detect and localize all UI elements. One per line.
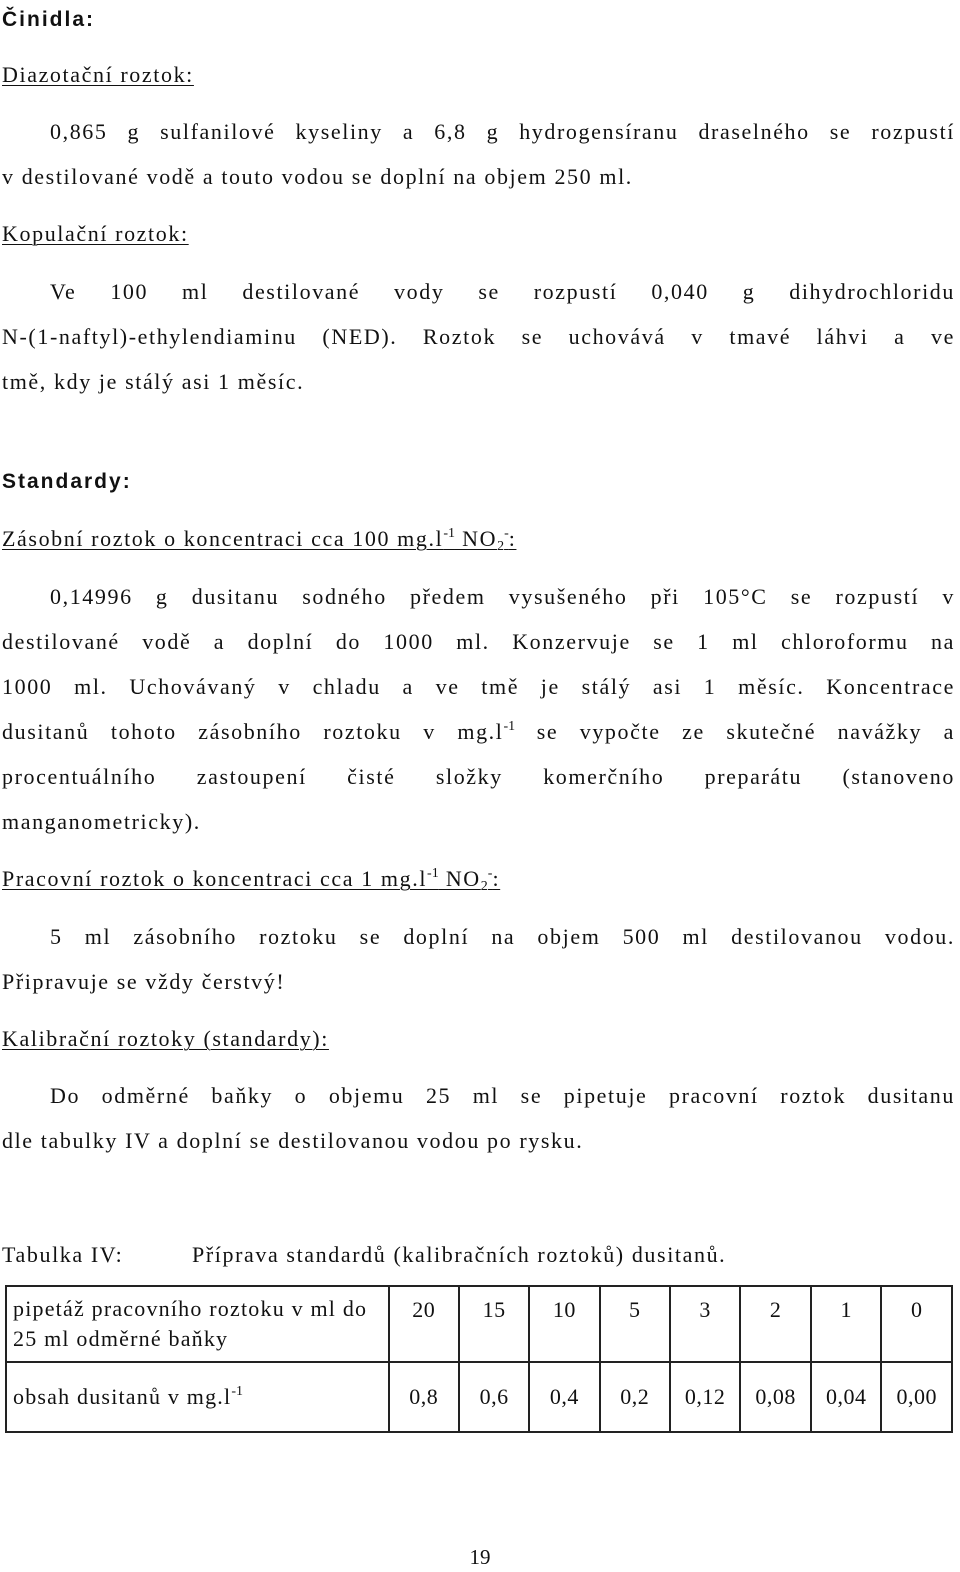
stock-line-1: 0,14996 g dusitanu sodného předem vysušeného při 105°C se rozpustí v — [50, 584, 955, 609]
stock-line-4: dusitanů tohoto zásobního roztoku v $mg.l^{-1}$ se vypočte ze skutečné navážky a — [2, 719, 956, 744]
stock-line-3: 1000 ml. Uchovávaný v chladu a ve tmě je stálý asi 1 měsíc. Koncentrace — [2, 674, 955, 699]
standards-table — [5, 1285, 953, 1433]
row2-cell: 0,00 — [881, 1362, 952, 1432]
row2-cell: 0,08 — [740, 1362, 811, 1432]
row1-label: pipetáž pracovního roztoku v ml do 25 ml odměrné baňky — [6, 1286, 389, 1362]
working-line-2: Připravuje se vždy čerstvý! — [2, 969, 286, 994]
row2-cell: 0,6 — [459, 1362, 529, 1432]
kopul-line-2: N-(1-naftyl)-ethylendiaminu (NED). Roztok se uchovává v tmavé láhvi a ve — [2, 324, 955, 349]
row1-cell: 2 — [740, 1286, 811, 1362]
table-row — [6, 1362, 952, 1432]
row2-cell: 0,12 — [670, 1362, 741, 1432]
reagents-heading: Činidla: — [2, 8, 95, 31]
kopul-line-1: Ve 100 ml destilované vody se rozpustí 0,040 g dihydrochloridu — [50, 279, 955, 304]
stock-line-2: destilované vodě a doplní do 1000 ml. Konzervuje se 1 ml chloroformu na — [2, 629, 955, 654]
diazo-line-2: v destilované vodě a touto vodou se doplní na objem 250 ml. — [2, 164, 633, 189]
row1-cell: 20 — [389, 1286, 459, 1362]
row2-cell: 0,8 — [389, 1362, 459, 1432]
stock-heading: Zásobní roztok o koncentraci cca 100 $mg.l^{-1}$ $NO_2^-$: — [2, 526, 517, 554]
stock-line-6: manganometricky). — [2, 809, 201, 834]
calib-line-1: Do odměrné baňky o objemu 25 ml se pipetuje pracovní roztok dusitanu — [50, 1083, 955, 1108]
table-label: Tabulka IV: — [2, 1242, 124, 1267]
page-number: 19 — [469, 1545, 491, 1569]
table-row — [6, 1286, 952, 1362]
diazo-line-1: 0,865 g sulfanilové kyseliny a 6,8 g hydrogensíranu draselného se rozpustí — [50, 119, 955, 144]
kopul-line-3: tmě, kdy je stálý asi 1 měsíc. — [2, 369, 305, 394]
table-caption: Příprava standardů (kalibračních roztoků) dusitanů. — [192, 1242, 727, 1267]
calib-heading: Kalibrační roztoky (standardy): — [2, 1026, 329, 1051]
row1-cell: 10 — [529, 1286, 599, 1362]
row2-label: obsah dusitanů v $mg.l^{-1}$ — [6, 1362, 389, 1432]
diazo-heading: Diazotační roztok: — [2, 62, 194, 87]
calib-line-2: dle tabulky IV a doplní se destilovanou vodou po rysku. — [2, 1128, 584, 1153]
row2-cell: 0,2 — [600, 1362, 670, 1432]
row1-cell: 15 — [459, 1286, 529, 1362]
standards-heading: Standardy: — [2, 470, 132, 493]
row2-cell: 0,04 — [811, 1362, 882, 1432]
row1-cell: 1 — [811, 1286, 882, 1362]
kopul-heading: Kopulační roztok: — [2, 221, 189, 246]
row2-cell: 0,4 — [529, 1362, 599, 1432]
row1-cell: 0 — [881, 1286, 952, 1362]
working-heading: Pracovní roztok o koncentraci cca 1 $mg.l^{-1}$ $NO_2^-$: — [2, 866, 501, 894]
working-line-1: 5 ml zásobního roztoku se doplní na objem 500 ml destilovanou vodou. — [50, 924, 955, 949]
row1-cell: 5 — [600, 1286, 670, 1362]
stock-line-5: procentuálního zastoupení čisté složky komerčního preparátu (stanoveno — [2, 764, 955, 789]
row1-cell: 3 — [670, 1286, 741, 1362]
